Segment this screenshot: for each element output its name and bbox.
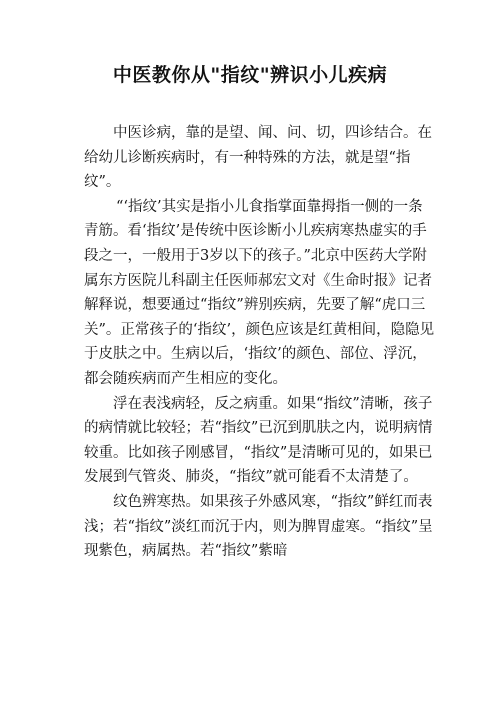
paragraph-quote: “‘指纹’其实是指小儿食指掌面靠拇指一侧的一条青筋。看‘指纹’是传统中医诊断小儿疾病寒热虚实的手段之一，一般用于3岁以下的孩子。”北京中医药大学附属东方医院儿科副主任医师郝宏文对《生命时报》记者解释说，想要通过“指纹”辨别疾病，先要了解“虎口三关”。正常孩子的‘指纹’，颜色应该是红黄相间，隐隐见于皮肤之中。生病以后，‘指纹’的颜色、部位、浮沉，都会随疾病而产生相应的变化。 [84, 198, 435, 387]
paragraph-color: 纹色辨寒热。如果孩子外感风寒，“指纹”鲜红而表浅；若“指纹”淡红而沉于内，则为脾胃虚寒。“指纹”呈现紫色，病属热。若“指纹”紫暗 [84, 493, 433, 560]
document-title: 中医教你从"指纹"辨识小儿疾病 [112, 64, 388, 86]
document-body [84, 121, 436, 564]
paragraph-intro: 中医诊病，靠的是望、闻、问、切，四诊结合。在给幼儿诊断疾病时，有一种特殊的方法，就是望“指纹”。 [84, 125, 432, 191]
paragraph-depth: 浮在表浅病轻，反之病重。如果“指纹”清晰，孩子的病情就比较轻；若“指纹”已沉到肌肤之内，说明病情较重。比如孩子刚感冒，“指纹”是清晰可见的，如果已发展到气管炎、肺炎，“指纹”就可能看不太清楚了。 [84, 395, 433, 486]
